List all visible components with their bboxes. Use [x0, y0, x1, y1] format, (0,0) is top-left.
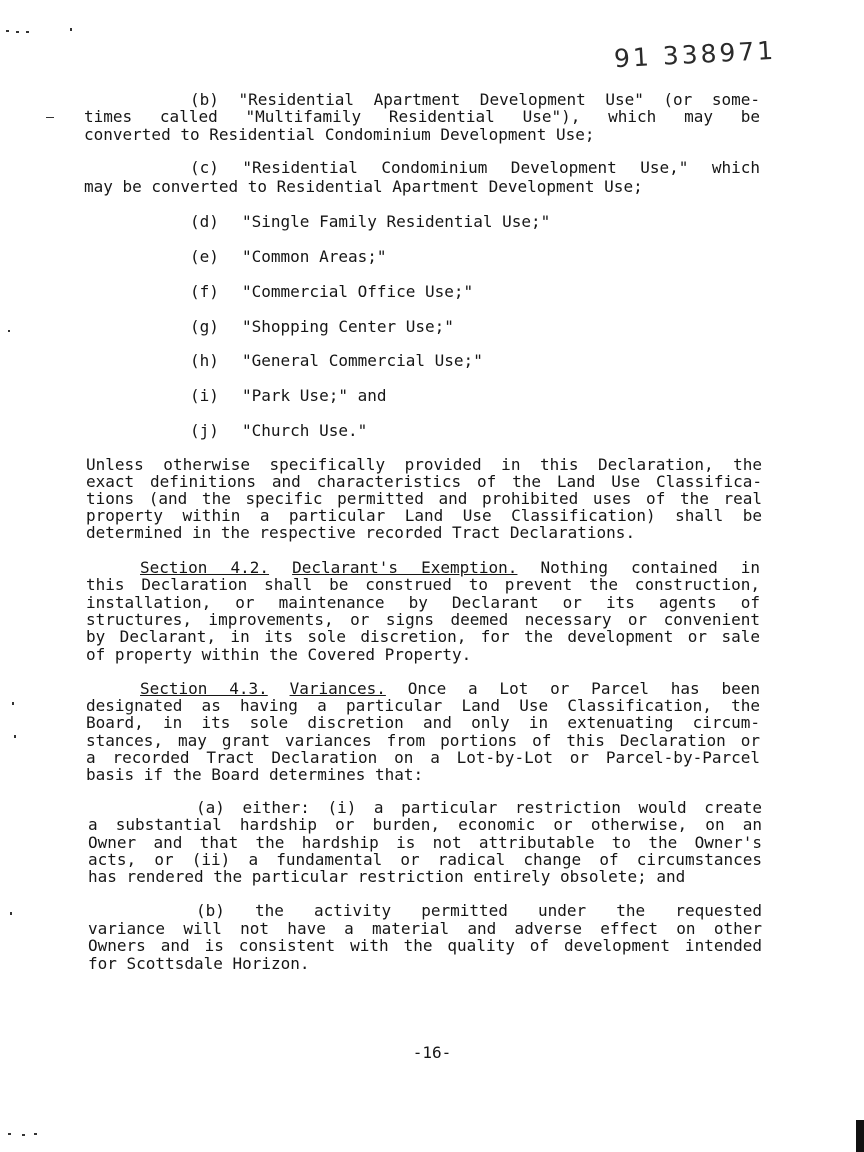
cond-b-line: for Scottsdale Horizon. — [88, 954, 310, 973]
para-b-line-3: converted to Residential Condominium Development Use; — [84, 125, 595, 144]
list-item — [190, 248, 387, 266]
list-marker: (h) — [190, 351, 219, 370]
para-c-line-2: may be converted to Residential Apartment Development Use; — [84, 177, 643, 196]
unless-line-4: property within a particular Land Use Classification) shall be — [86, 506, 762, 525]
para-b-line-2: times called "Multifamily Residential Use"), which may be — [84, 107, 760, 126]
list-item — [190, 318, 454, 336]
document-number-stamp: 91 338971 — [613, 35, 777, 74]
scan-speck — [70, 28, 72, 31]
section-4-3-line: designated as having a particular Land Use Classification, the — [86, 696, 760, 715]
section-4-2-line: this Declaration shall be construed to prevent the construction, — [86, 575, 760, 594]
cond-a-line-1: (a) either: (i) a particular restriction would create — [196, 798, 762, 817]
list-item — [190, 213, 550, 231]
section-4-2-line: by Declarant, in its sole discretion, for the development or sale — [86, 627, 760, 646]
list-marker: (e) — [190, 247, 219, 266]
list-text: "General Commercial Use;" — [242, 351, 483, 370]
cond-a-line: Owner and that the hardship is not attributable to the Owner's — [88, 833, 762, 852]
cond-b-line: variance will not have a material and adverse effect on other — [88, 919, 762, 938]
cond-a-line: has rendered the particular restriction entirely obsolete; and — [88, 867, 686, 886]
section-4-3-line: Board, in its sole discretion and only in extenuating circum- — [86, 713, 760, 732]
cond-a-line: acts, or (ii) a fundamental or radical change of circumstances — [88, 850, 762, 869]
scan-speck — [14, 735, 16, 738]
section-4-2-line: installation, or maintenance by Declarant or its agents of — [86, 593, 760, 612]
unless-line-1: Unless otherwise specifically provided in this Declaration, the — [86, 455, 762, 474]
section-4-3-line: a recorded Tract Declaration on a Lot-by-Lot or Parcel-by-Parcel — [86, 748, 760, 767]
scan-speck — [6, 30, 9, 32]
unless-line-5: determined in the respective recorded Tract Declarations. — [86, 523, 636, 542]
unless-line-2: exact definitions and characteristics of the Land Use Classifica- — [86, 472, 762, 491]
scan-speck — [8, 1133, 11, 1135]
list-item — [190, 387, 387, 405]
section-4-3-first-line-rest: Once a Lot or Parcel has been — [407, 679, 760, 698]
scan-edge-bar — [856, 1120, 864, 1152]
para-b-line-1: (b) "Residential Apartment Development Use" (or some- — [190, 90, 760, 109]
list-marker: (j) — [190, 421, 219, 440]
list-item — [190, 283, 473, 301]
scan-speck — [46, 117, 54, 118]
scan-speck — [10, 912, 12, 915]
list-marker: (f) — [190, 282, 219, 301]
list-text: "Single Family Residential Use;" — [242, 212, 551, 231]
list-item — [190, 422, 367, 440]
section-4-2-line: structures, improvements, or signs deemed necessary or convenient — [86, 610, 760, 629]
list-text: "Commercial Office Use;" — [242, 282, 474, 301]
section-4-2-title: Declarant's Exemption. — [292, 558, 518, 577]
list-marker: (d) — [190, 212, 219, 231]
cond-b-line-1: (b) the activity permitted under the requested — [196, 901, 762, 920]
unless-line-3: tions (and the specific permitted and prohibited uses of the real — [86, 489, 762, 508]
list-text: "Shopping Center Use;" — [242, 317, 454, 336]
scan-speck — [22, 1134, 25, 1136]
section-4-2-number: Section 4.2. — [140, 558, 270, 577]
section-4-2-first-line-rest: Nothing contained in — [540, 558, 761, 577]
scan-speck — [34, 1133, 37, 1135]
list-text: "Common Areas;" — [242, 247, 387, 266]
section-4-2-line: of property within the Covered Property. — [86, 645, 472, 664]
list-text: "Church Use." — [242, 421, 368, 440]
scan-speck — [16, 31, 19, 33]
list-marker: (i) — [190, 386, 219, 405]
list-item — [190, 352, 483, 370]
section-4-3-title: Variances. — [289, 679, 386, 698]
section-4-3-number: Section 4.3. — [140, 679, 268, 698]
para-c-line-1: (c) "Residential Condominium Development Use," which — [190, 158, 760, 177]
cond-b-line: Owners and is consistent with the quality of development intended — [88, 936, 762, 955]
section-4-3-line: stances, may grant variances from portions of this Declaration or — [86, 731, 760, 750]
list-text: "Park Use;" and — [242, 386, 387, 405]
page-number: -16- — [412, 1043, 452, 1062]
scan-speck — [26, 31, 29, 33]
scan-speck — [8, 330, 10, 332]
cond-a-line: a substantial hardship or burden, economic or otherwise, on an — [88, 815, 762, 834]
list-marker: (g) — [190, 317, 219, 336]
scan-speck — [12, 702, 14, 705]
section-4-3-line: basis if the Board determines that: — [86, 765, 424, 784]
